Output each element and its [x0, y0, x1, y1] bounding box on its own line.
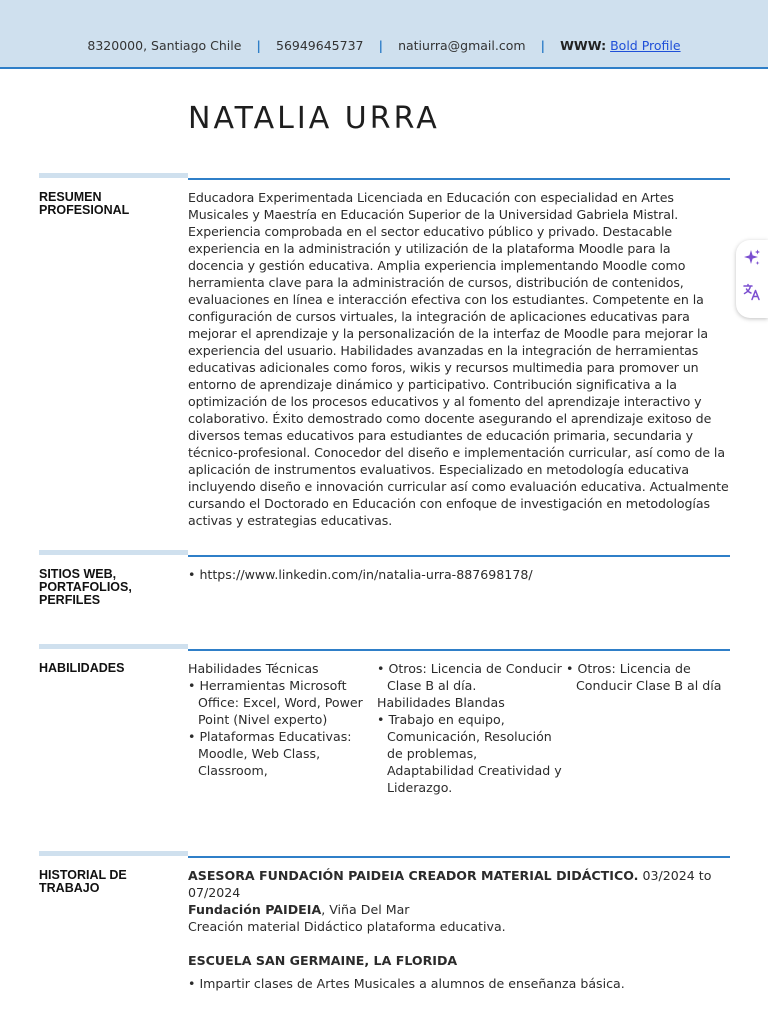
skills-section — [39, 644, 730, 824]
summary-text: Educadora Experimentada Licenciada en Educación con especialidad en Artes Musicales y Maestría en Educación Superior de la Universidad Gabriela Mistral. Experiencia comprobada en el sector educativo público y privado. Destacable experiencia en la administración y utilización de la plataforma Moodle para la docencia y gestión educativa. Amplia experiencia implementando Moodle como herramienta clave para la administración de cursos, distribución de contenidos, evaluaciones en línea e interacción efectiva con los estudiantes. Competente en la configuración de cursos virtuales, la integración de aplicaciones educativas para mejorar el aprendizaje y la personalización de la interfaz de Moodle para mejorar la experiencia del usuario. Habilidades avanzadas en la integración de herramientas educativas adicionales como foros, wikis y recursos multimedia para promover un entorno de aprendizaje dinámico y participativo. Contribución significativa a la optimización de los procesos educativos y al fomento del aprendizaje interactivo y colaborativo. Éxito demostrado como docente asegurando el aprendizaje exitoso de diversos temas educativos para estudiantes de educación primaria, secundaria y técnico-profesional. Conocedor del diseño e implementación curricular, así como de la aplicación de instrumentos evaluativos. Especializado en metodología educativa incluyendo diseño e innovación curricular así como evaluación educativa. Actualmente cursando el Doctorado en Educación con enfoque de investigación en metodologías activas y estrategias educativas. — [188, 190, 729, 528]
skills-column — [188, 660, 377, 796]
work-heading: HISTORIAL DE TRABAJO — [39, 868, 127, 895]
section-rule — [188, 178, 730, 180]
linkedin-url: https://www.linkedin.com/in/natalia-urra-887698178/ — [199, 567, 533, 582]
section-rule — [188, 555, 730, 557]
list-item: • Plataformas Educativas: Moodle, Web Class, Classroom, — [188, 729, 352, 778]
email: natiurra@gmail.com — [398, 38, 526, 53]
skills-subheading: Habilidades Técnicas — [188, 661, 319, 676]
contact-header — [0, 0, 768, 69]
list-item: • Impartir clases de Artes Musicales a alumnos de enseñanza básica. — [188, 976, 625, 991]
section-accent — [39, 851, 188, 856]
section-accent — [39, 644, 188, 649]
summary-section — [39, 173, 730, 528]
separator: | — [378, 38, 384, 53]
sparkle-icon[interactable] — [740, 246, 764, 270]
section-rule — [188, 649, 730, 651]
company-name: Fundación PAIDEIA — [188, 902, 322, 917]
phone: 56949645737 — [276, 38, 364, 53]
skills-columns — [188, 660, 730, 796]
section-accent — [39, 550, 188, 555]
job-title: ESCUELA SAN GERMAINE, LA FLORIDA — [188, 953, 458, 968]
skills-column — [377, 660, 566, 796]
translate-icon[interactable] — [740, 280, 764, 304]
floating-tools — [736, 240, 768, 318]
list-item: • Herramientas Microsoft Office: Excel, Word, Power Point (Nivel experto) — [188, 678, 363, 727]
websites-section — [39, 550, 730, 610]
job-title: ASESORA FUNDACIÓN PAIDEIA CREADOR MATERIAL DIDÁCTICO. — [188, 868, 639, 883]
profile-link[interactable]: Bold Profile — [610, 38, 681, 53]
job-dates: 03/2024 to 07/2024 — [188, 868, 712, 900]
job-location: , Viña Del Mar — [321, 902, 410, 917]
websites-heading: SITIOS WEB, PORTAFOLIOS, PERFILES — [39, 567, 132, 607]
job-entry — [188, 867, 730, 935]
websites-list — [188, 566, 730, 583]
skills-column — [566, 660, 730, 796]
job-description: Creación material Didáctico plataforma educativa. — [188, 919, 506, 934]
address: 8320000, Santiago Chile — [87, 38, 242, 53]
contact-line — [0, 38, 768, 53]
skills-subheading: Habilidades Blandas — [377, 695, 505, 710]
section-accent — [39, 173, 188, 178]
list-item: • https://www.linkedin.com/in/natalia-urra-887698178/ — [188, 567, 533, 582]
section-rule — [188, 856, 730, 858]
list-item: • Trabajo en equipo, Comunicación, Resolución de problemas, Adaptabilidad Creatividad y Liderazgo. — [377, 712, 562, 795]
skills-heading: HABILIDADES — [39, 661, 125, 675]
work-list — [188, 867, 730, 992]
summary-heading: RESUMEN PROFESIONAL — [39, 190, 130, 217]
list-item: • Otros: Licencia de Conducir Clase B al día — [566, 661, 722, 693]
candidate-name: NATALIA URRA — [188, 101, 440, 136]
www-label: WWW: — [560, 38, 607, 53]
work-section — [39, 851, 730, 991]
separator: | — [540, 38, 546, 53]
list-item: • Otros: Licencia de Conducir Clase B al día. — [377, 661, 562, 693]
separator: | — [256, 38, 261, 53]
job-entry — [188, 952, 730, 992]
